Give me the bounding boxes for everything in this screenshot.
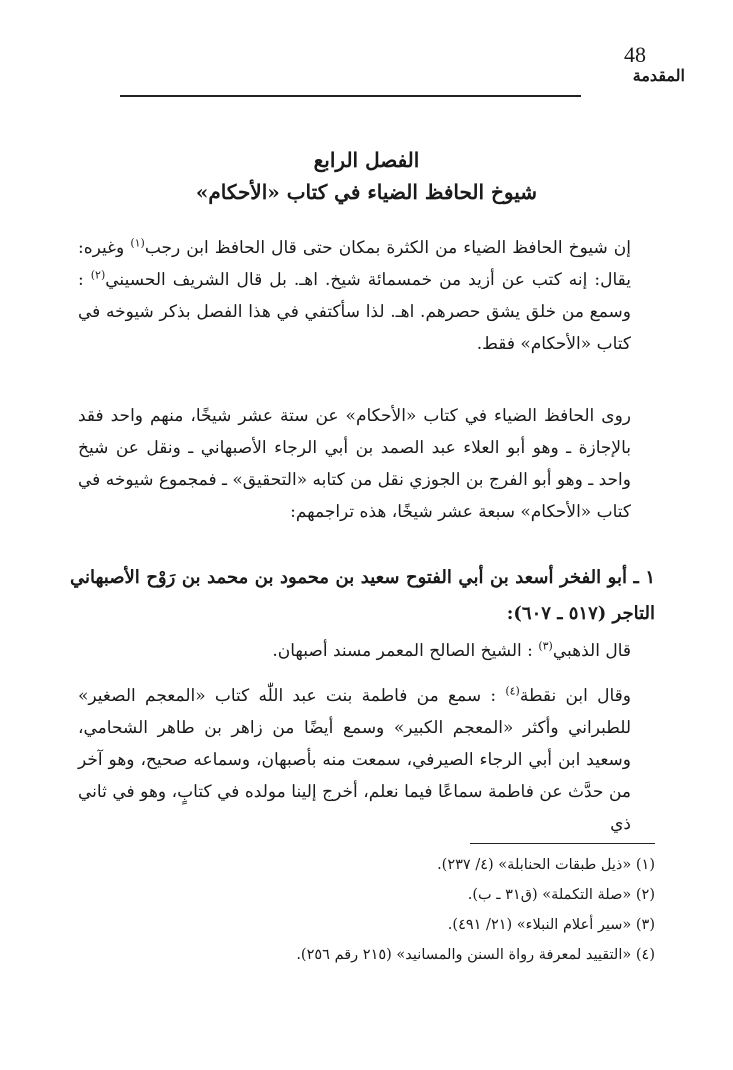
footnote-ref-4: (٤)	[505, 684, 520, 698]
biography-entry-heading: ١ ـ أبو الفخر أسعد بن أبي الفتوح سعيد بن محمود بن محمد بن رَوْح الأصبهاني التاجر (٥١٧ ـ ٦٠٧):	[70, 567, 655, 624]
footnote-ref-3: (٣)	[538, 639, 553, 653]
paragraph-ibn-nuqta-part-1: وقال ابن نقطة	[519, 686, 631, 706]
chapter-subtitle: شيوخ الحافظ الضياء في كتاب «الأحكام»	[195, 180, 538, 204]
paragraph-ibn-nuqta-part-2: : سمع من فاطمة بنت عبد اللّٰه كتاب «المعجم الصغير» للطبراني وأكثر «المعجم الكبير» وسمع أيضًا من زاهر بن طاهر الشحامي، وسعيد ابن أبي الرجاء الصيرفي، سمعت منه بأصبهان، وسماعه صحيح، وهو آخر من حدَّث عن فاطمة سماعًا فيما نعلم، أخرج إلينا مولده في كتابٍ، وهو في ثاني ذي	[78, 686, 631, 834]
paragraph-intro-part-1: إن شيوخ الحافظ الضياء من الكثرة بمكان حتى قال الحافظ ابن رجب	[144, 238, 631, 258]
paragraph-intro-part-3: : وسمع من خلق يشق حصرهم. اهـ. لذا سأكتفي في هذا الفصل بذكر شيوخه في كتاب «الأحكام» فقط.	[78, 270, 631, 354]
paragraph-ibn-nuqta-quote	[78, 680, 655, 840]
paragraph-dhahabi-part-2: : الشيخ الصالح المعمر مسند أصبهان.	[272, 641, 539, 661]
paragraph-dhahabi-part-1: قال الذهبي	[552, 641, 631, 661]
footnotes	[78, 850, 655, 970]
footnote-1: (١) «ذيل طبقات الحنابلة» (٤/ ٢٣٧).	[437, 857, 655, 873]
paragraph-dhahabi-quote	[78, 635, 655, 667]
footnote-3: (٣) «سير أعلام النبلاء» (٢١/ ٤٩١).	[447, 917, 655, 933]
page-number: 48	[624, 42, 646, 67]
chapter-title: الفصل الرابع	[313, 148, 420, 172]
running-header	[40, 38, 693, 85]
footnote-4: (٤) «التقييد لمعرفة رواة السنن والمسانيد» (٢١٥ رقم ٢٥٦).	[296, 947, 655, 963]
paragraph-intro	[78, 232, 655, 360]
footnote-ref-2: (٢)	[90, 268, 106, 282]
section-name: المقدمة	[632, 66, 685, 85]
header-rule	[120, 95, 581, 97]
paragraph-sheikhs-count: روى الحافظ الضياء في كتاب «الأحكام» عن ستة عشر شيخًا، منهم واحد فقد بالإجازة ـ وهو أبو العلاء عبد الصمد بن أبي الرجاء الأصبهاني ـ ونقل عن شيخ واحد ـ وهو أبو الفرج بن الجوزي نقل من كتابه «التحقيق» ـ فمجموع شيوخه في كتاب «الأحكام» سبعة عشر شيخًا، هذه تراجمهم:	[78, 406, 631, 522]
footnote-2: (٢) «صلة التكملة» (ق٣١ ـ ب).	[467, 887, 655, 903]
paragraph-intro-part-2: وغيره: يقال: إنه كتب عن أزيد من خمسمائة شيخ. اهـ. بل قال الشريف الحسيني	[78, 238, 631, 290]
footnote-rule	[470, 843, 655, 844]
footnote-ref-1: (١)	[130, 236, 145, 250]
